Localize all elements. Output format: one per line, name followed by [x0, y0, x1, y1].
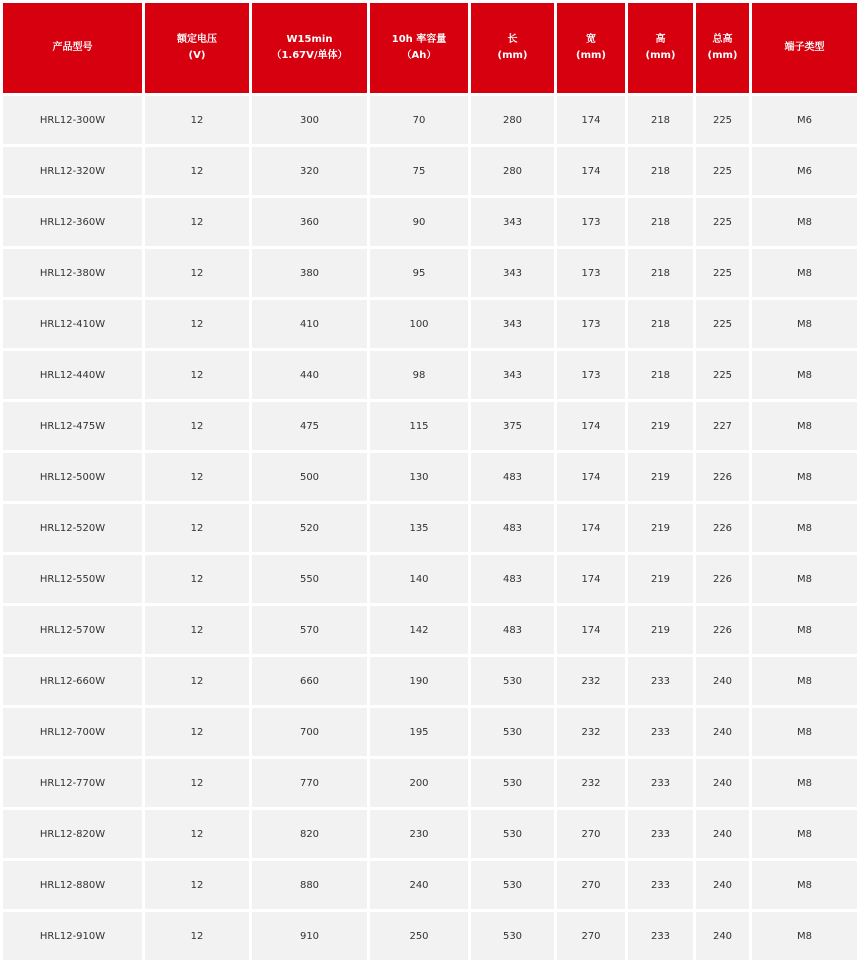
width-cell: 173 [557, 198, 625, 246]
w15min-cell: 820 [252, 810, 367, 858]
rated-voltage-cell: 12 [145, 147, 249, 195]
header-w15min [252, 3, 367, 93]
height-cell: 219 [628, 504, 693, 552]
terminal-type-cell: M8 [752, 759, 857, 807]
table-row [3, 300, 857, 348]
rated-voltage-cell: 12 [145, 759, 249, 807]
table-row [3, 402, 857, 450]
total-height-cell: 225 [696, 198, 749, 246]
header-row [3, 3, 857, 93]
height-cell: 233 [628, 861, 693, 909]
model-cell: HRL12-550W [3, 555, 142, 603]
total-height-cell: 226 [696, 555, 749, 603]
model-cell: HRL12-570W [3, 606, 142, 654]
model-cell: HRL12-300W [3, 96, 142, 144]
length-cell: 343 [471, 300, 554, 348]
capacity-cell: 240 [370, 861, 468, 909]
rated-voltage-cell: 12 [145, 402, 249, 450]
capacity-cell: 230 [370, 810, 468, 858]
terminal-type-cell: M8 [752, 708, 857, 756]
capacity-cell: 75 [370, 147, 468, 195]
terminal-type-cell: M8 [752, 453, 857, 501]
length-cell: 530 [471, 861, 554, 909]
header-total-height [696, 3, 749, 93]
terminal-type-cell: M8 [752, 555, 857, 603]
table-row [3, 555, 857, 603]
capacity-cell: 90 [370, 198, 468, 246]
height-cell: 219 [628, 606, 693, 654]
capacity-cell: 130 [370, 453, 468, 501]
capacity-cell: 115 [370, 402, 468, 450]
terminal-type-cell: M8 [752, 606, 857, 654]
total-height-cell: 240 [696, 759, 749, 807]
rated-voltage-cell: 12 [145, 606, 249, 654]
w15min-cell: 570 [252, 606, 367, 654]
table-row [3, 861, 857, 909]
terminal-type-cell: M8 [752, 351, 857, 399]
header-unit: （1.67V/单体） [271, 50, 348, 61]
model-cell: HRL12-475W [3, 402, 142, 450]
length-cell: 483 [471, 504, 554, 552]
w15min-cell: 300 [252, 96, 367, 144]
header-label: 宽 [586, 34, 596, 45]
height-cell: 218 [628, 147, 693, 195]
model-cell: HRL12-500W [3, 453, 142, 501]
header-label: 10h 率容量 [391, 34, 447, 45]
height-cell: 218 [628, 198, 693, 246]
length-cell: 530 [471, 708, 554, 756]
model-cell: HRL12-360W [3, 198, 142, 246]
w15min-cell: 320 [252, 147, 367, 195]
w15min-cell: 700 [252, 708, 367, 756]
w15min-cell: 660 [252, 657, 367, 705]
width-cell: 174 [557, 453, 625, 501]
w15min-cell: 475 [252, 402, 367, 450]
rated-voltage-cell: 12 [145, 810, 249, 858]
length-cell: 530 [471, 912, 554, 960]
height-cell: 218 [628, 96, 693, 144]
header-unit: （Ah） [401, 50, 437, 61]
rated-voltage-cell: 12 [145, 96, 249, 144]
table-row [3, 351, 857, 399]
terminal-type-cell: M6 [752, 147, 857, 195]
width-cell: 270 [557, 861, 625, 909]
length-cell: 375 [471, 402, 554, 450]
length-cell: 530 [471, 759, 554, 807]
rated-voltage-cell: 12 [145, 657, 249, 705]
rated-voltage-cell: 12 [145, 708, 249, 756]
header-unit: (mm) [645, 50, 676, 61]
table-header [3, 3, 857, 93]
w15min-cell: 500 [252, 453, 367, 501]
rated-voltage-cell: 12 [145, 861, 249, 909]
width-cell: 232 [557, 708, 625, 756]
capacity-cell: 95 [370, 249, 468, 297]
table-row [3, 912, 857, 960]
table-row [3, 147, 857, 195]
table-row [3, 606, 857, 654]
header-unit: (mm) [707, 50, 738, 61]
terminal-type-cell: M8 [752, 504, 857, 552]
rated-voltage-cell: 12 [145, 351, 249, 399]
total-height-cell: 240 [696, 657, 749, 705]
terminal-type-cell: M8 [752, 861, 857, 909]
model-cell: HRL12-320W [3, 147, 142, 195]
terminal-type-cell: M8 [752, 249, 857, 297]
length-cell: 483 [471, 555, 554, 603]
model-cell: HRL12-880W [3, 861, 142, 909]
model-cell: HRL12-440W [3, 351, 142, 399]
w15min-cell: 880 [252, 861, 367, 909]
header-label: 产品型号 [52, 42, 93, 53]
width-cell: 173 [557, 351, 625, 399]
length-cell: 280 [471, 96, 554, 144]
total-height-cell: 226 [696, 606, 749, 654]
header-label: 总高 [712, 34, 733, 45]
terminal-type-cell: M8 [752, 198, 857, 246]
width-cell: 174 [557, 402, 625, 450]
table-row [3, 657, 857, 705]
capacity-cell: 98 [370, 351, 468, 399]
total-height-cell: 225 [696, 96, 749, 144]
header-label: 高 [655, 34, 666, 45]
rated-voltage-cell: 12 [145, 249, 249, 297]
capacity-cell: 100 [370, 300, 468, 348]
header-model [3, 3, 142, 93]
model-cell: HRL12-770W [3, 759, 142, 807]
terminal-type-cell: M8 [752, 657, 857, 705]
table-row [3, 198, 857, 246]
width-cell: 174 [557, 96, 625, 144]
width-cell: 270 [557, 810, 625, 858]
header-unit: (V) [188, 50, 206, 61]
capacity-cell: 250 [370, 912, 468, 960]
terminal-type-cell: M8 [752, 810, 857, 858]
terminal-type-cell: M8 [752, 402, 857, 450]
width-cell: 173 [557, 249, 625, 297]
header-unit: (mm) [576, 50, 606, 61]
height-cell: 219 [628, 402, 693, 450]
length-cell: 343 [471, 249, 554, 297]
length-cell: 280 [471, 147, 554, 195]
length-cell: 343 [471, 351, 554, 399]
height-cell: 233 [628, 810, 693, 858]
table-row [3, 504, 857, 552]
rated-voltage-cell: 12 [145, 198, 249, 246]
model-cell: HRL12-380W [3, 249, 142, 297]
w15min-cell: 770 [252, 759, 367, 807]
table-row [3, 708, 857, 756]
header-width [557, 3, 625, 93]
table-row [3, 249, 857, 297]
total-height-cell: 225 [696, 300, 749, 348]
rated-voltage-cell: 12 [145, 912, 249, 960]
length-cell: 483 [471, 606, 554, 654]
total-height-cell: 240 [696, 912, 749, 960]
header-terminal-type [752, 3, 857, 93]
w15min-cell: 910 [252, 912, 367, 960]
w15min-cell: 360 [252, 198, 367, 246]
rated-voltage-cell: 12 [145, 555, 249, 603]
header-label: W15min [286, 34, 333, 45]
width-cell: 173 [557, 300, 625, 348]
capacity-cell: 135 [370, 504, 468, 552]
terminal-type-cell: M6 [752, 96, 857, 144]
capacity-cell: 200 [370, 759, 468, 807]
width-cell: 232 [557, 759, 625, 807]
height-cell: 233 [628, 708, 693, 756]
header-height [628, 3, 693, 93]
capacity-cell: 70 [370, 96, 468, 144]
height-cell: 218 [628, 249, 693, 297]
model-cell: HRL12-820W [3, 810, 142, 858]
total-height-cell: 225 [696, 351, 749, 399]
height-cell: 233 [628, 759, 693, 807]
model-cell: HRL12-910W [3, 912, 142, 960]
total-height-cell: 226 [696, 504, 749, 552]
length-cell: 530 [471, 657, 554, 705]
table-row [3, 96, 857, 144]
width-cell: 174 [557, 147, 625, 195]
width-cell: 174 [557, 606, 625, 654]
table-body [3, 96, 857, 960]
w15min-cell: 550 [252, 555, 367, 603]
header-10h-capacity [370, 3, 468, 93]
total-height-cell: 226 [696, 453, 749, 501]
model-cell: HRL12-700W [3, 708, 142, 756]
length-cell: 343 [471, 198, 554, 246]
model-cell: HRL12-410W [3, 300, 142, 348]
height-cell: 218 [628, 351, 693, 399]
rated-voltage-cell: 12 [145, 504, 249, 552]
table-row [3, 810, 857, 858]
header-length [471, 3, 554, 93]
total-height-cell: 225 [696, 147, 749, 195]
capacity-cell: 142 [370, 606, 468, 654]
rated-voltage-cell: 12 [145, 300, 249, 348]
total-height-cell: 227 [696, 402, 749, 450]
header-unit: (mm) [497, 50, 528, 61]
height-cell: 219 [628, 555, 693, 603]
terminal-type-cell: M8 [752, 912, 857, 960]
width-cell: 232 [557, 657, 625, 705]
height-cell: 233 [628, 912, 693, 960]
height-cell: 233 [628, 657, 693, 705]
length-cell: 483 [471, 453, 554, 501]
w15min-cell: 410 [252, 300, 367, 348]
total-height-cell: 225 [696, 249, 749, 297]
capacity-cell: 140 [370, 555, 468, 603]
header-rated-voltage [145, 3, 249, 93]
w15min-cell: 520 [252, 504, 367, 552]
model-cell: HRL12-660W [3, 657, 142, 705]
height-cell: 218 [628, 300, 693, 348]
terminal-type-cell: M8 [752, 300, 857, 348]
header-label: 额定电压 [177, 34, 217, 45]
length-cell: 530 [471, 810, 554, 858]
total-height-cell: 240 [696, 861, 749, 909]
width-cell: 270 [557, 912, 625, 960]
capacity-cell: 195 [370, 708, 468, 756]
total-height-cell: 240 [696, 810, 749, 858]
header-label: 端子类型 [784, 42, 825, 53]
capacity-cell: 190 [370, 657, 468, 705]
w15min-cell: 380 [252, 249, 367, 297]
model-cell: HRL12-520W [3, 504, 142, 552]
table-row [3, 759, 857, 807]
rated-voltage-cell: 12 [145, 453, 249, 501]
width-cell: 174 [557, 555, 625, 603]
w15min-cell: 440 [252, 351, 367, 399]
header-label: 长 [507, 34, 518, 45]
height-cell: 219 [628, 453, 693, 501]
width-cell: 174 [557, 504, 625, 552]
total-height-cell: 240 [696, 708, 749, 756]
table-row [3, 453, 857, 501]
